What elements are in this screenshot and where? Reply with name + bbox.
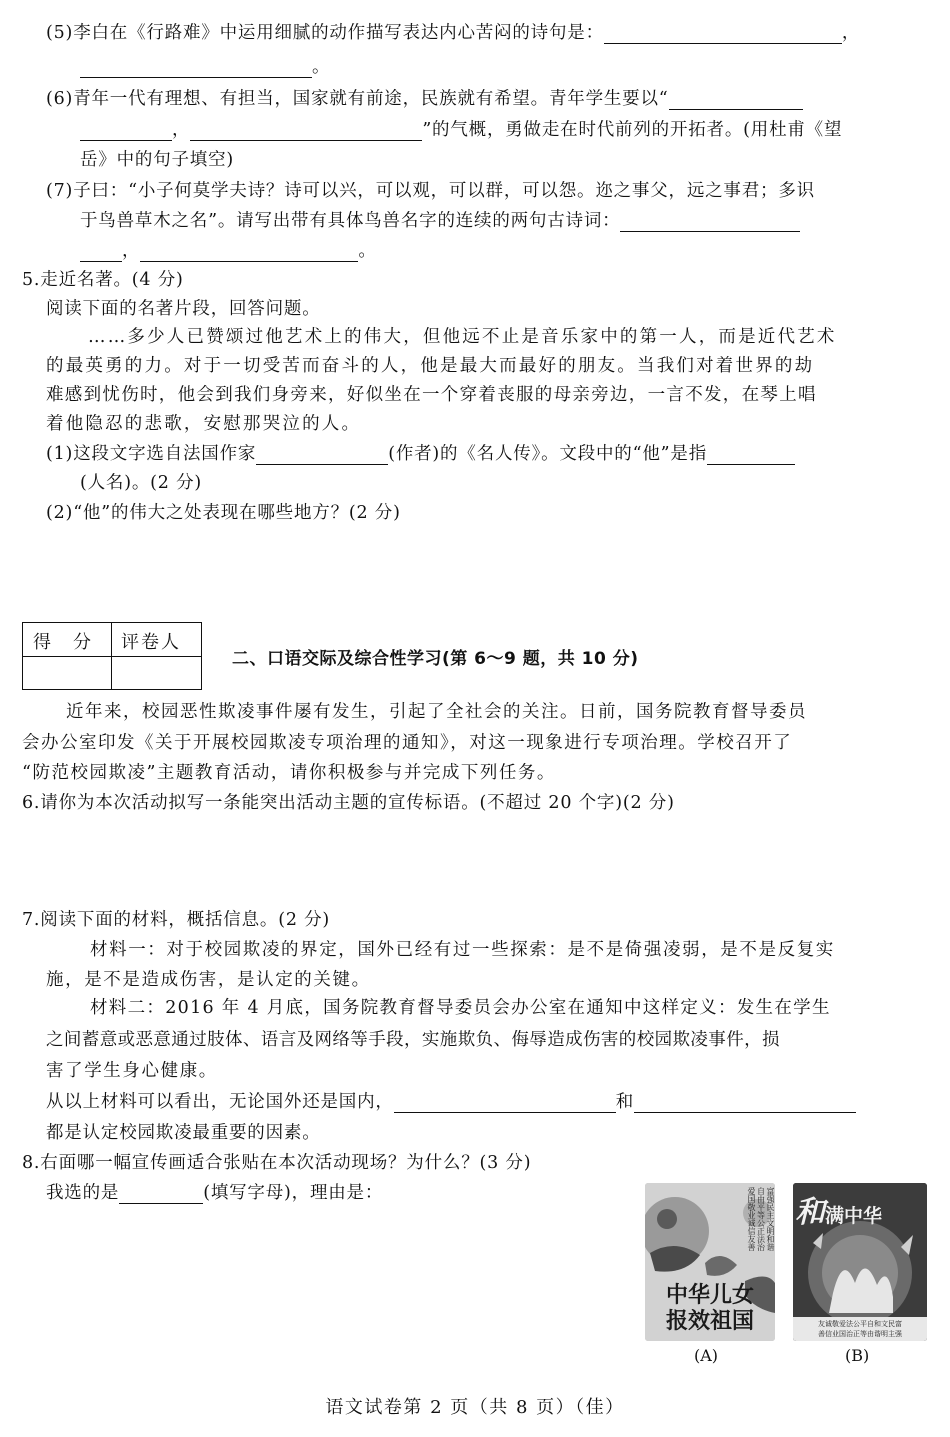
author-blank[interactable] xyxy=(256,446,388,465)
poster-a-caption: (A) xyxy=(694,1346,719,1365)
section2-intro-line: 近年来，校园恶性欺凌事件屡有发生，引起了全社会的关注。日前，国务院教育督导委员 xyxy=(66,702,807,722)
score-label: 得 分 xyxy=(33,632,93,653)
grader-input[interactable] xyxy=(113,657,201,690)
poster-b-values: 友诚敬爱法公平自和文民富 善信业国治正等由谐明主强 xyxy=(793,1317,927,1341)
q8-answer-line: 我选的是 (填写字母)，理由是： xyxy=(46,1183,384,1203)
choice-blank[interactable] xyxy=(119,1185,203,1204)
q4-6-line3: 岳》中的句子填空) xyxy=(80,150,235,170)
q4-6-line2: ， ”的气概，勇做走在时代前列的开拓者。(用杜甫《望 xyxy=(80,119,842,141)
q5-1-line1: (1)这段文字选自法国作家 (作者)的《名人传》。文段中的“他”是指 xyxy=(46,443,795,465)
answer-blank[interactable] xyxy=(80,122,172,141)
q5-lead: 阅读下面的名著片段，回答问题。 xyxy=(46,299,321,319)
q5-passage-line: 难感到忧伤时，他会到我们身旁来，好似坐在一个穿着丧服的母亲旁边，一言不发，在琴上唱 xyxy=(46,385,817,405)
q5-passage-line: 的最英勇的力。对于一切受苦而奋斗的人，他是最大而最好的朋友。当我们对着世界的劫 xyxy=(46,356,815,376)
section2-title: 二、口语交际及综合性学习(第 6～9 题，共 10 分) xyxy=(232,649,639,669)
q7-fill-end: 都是认定校园欺凌最重要的因素。 xyxy=(46,1123,321,1143)
poster-a-values: 富强民主文明和谐自由平等公正法治爱国敬业诚信友善 xyxy=(747,1187,775,1251)
answer-blank[interactable] xyxy=(140,243,358,262)
grader-label: 评卷人 xyxy=(121,632,181,653)
score-table xyxy=(22,622,202,690)
q4-5-line2: 。 xyxy=(80,56,330,78)
poster-b xyxy=(793,1183,927,1341)
q7-material-line: 害了学生身心健康。 xyxy=(46,1061,218,1081)
q4-7-line1: (7)子曰：“小子何莫学夫诗？诗可以兴，可以观，可以群，可以怨。迩之事父，远之事君；多识 xyxy=(46,181,815,201)
q6: 6.请你为本次活动拟写一条能突出活动主题的宣传标语。(不超过 20 个字)(2 分) xyxy=(22,793,675,813)
score-input[interactable] xyxy=(23,657,110,690)
answer-blank[interactable] xyxy=(634,1094,856,1113)
q7-material-line: 施，是不是造成伤害，是认定的关键。 xyxy=(46,970,371,990)
poster-b-caption: (B) xyxy=(845,1346,870,1365)
answer-blank[interactable] xyxy=(394,1094,616,1113)
answer-blank[interactable] xyxy=(190,122,422,141)
q7-title: 7.阅读下面的材料，概括信息。(2 分) xyxy=(22,910,331,930)
q5-passage-line: 着他隐忍的悲歌，安慰那哭泣的人。 xyxy=(46,414,362,434)
section2-intro-line: “防范校园欺凌”主题教育活动，请你积极参与并完成下列任务。 xyxy=(22,763,556,783)
q7-material-line: 之间蓄意或恶意通过肢体、语言及网络等手段，实施欺负、侮辱造成伤害的校园欺凌事件，损 xyxy=(46,1030,780,1050)
q5-2: (2)“他”的伟大之处表现在哪些地方？(2 分) xyxy=(46,503,401,523)
q7-fill-line: 从以上材料可以看出，无论国外还是国内， 和 xyxy=(46,1091,856,1113)
answer-blank[interactable] xyxy=(604,25,842,44)
q4-7-line3: ， 。 xyxy=(80,240,377,262)
poster-a-slogan: 中华儿女 报效祖国 xyxy=(665,1283,754,1334)
answer-blank[interactable] xyxy=(80,243,122,262)
answer-blank[interactable] xyxy=(620,213,800,232)
section2-intro-line: 会办公室印发《关于开展校园欺凌专项治理的通知》，对这一现象进行专项治理。学校召开了 xyxy=(22,733,793,753)
poster-a xyxy=(645,1183,775,1341)
q5-title: 5.走近名著。(4 分) xyxy=(22,270,184,290)
q8-title: 8.右面哪一幅宣传画适合张贴在本次活动现场？为什么？(3 分) xyxy=(22,1153,532,1173)
q4-6-line1: (6)青年一代有理想、有担当，国家就有前途，民族就有希望。青年学生要以“ xyxy=(46,88,803,110)
answer-blank[interactable] xyxy=(669,91,803,110)
page-footer: 语文试卷第 2 页（共 8 页）（佳） xyxy=(325,1397,625,1418)
q5-1-line2: (人名)。(2 分) xyxy=(80,473,203,493)
q7-material-line: 材料二：2016 年 4 月底，国务院教育督导委员会办公室在通知中这样定义：发生在学生 xyxy=(90,998,831,1018)
q4-5-line1: (5)李白在《行路难》中运用细腻的动作描写表达内心苦闷的诗句是： ， xyxy=(46,23,861,43)
q5-passage-line: ……多少人已赞颂过他艺术上的伟大，但他远不止是音乐家中的第一人，而是近代艺术 xyxy=(88,327,837,347)
answer-blank[interactable] xyxy=(80,59,312,78)
poster-b-title: 和满中华 xyxy=(795,1195,883,1230)
q7-material-line: 材料一：对于校园欺凌的界定，国外已经有过一些探索：是不是倚强凌弱，是不是反复实 xyxy=(90,940,835,960)
q4-7-line2: 于鸟兽草木之名”。请写出带有具体鸟兽名字的连续的两句古诗词： xyxy=(80,210,800,232)
person-blank[interactable] xyxy=(707,446,795,465)
